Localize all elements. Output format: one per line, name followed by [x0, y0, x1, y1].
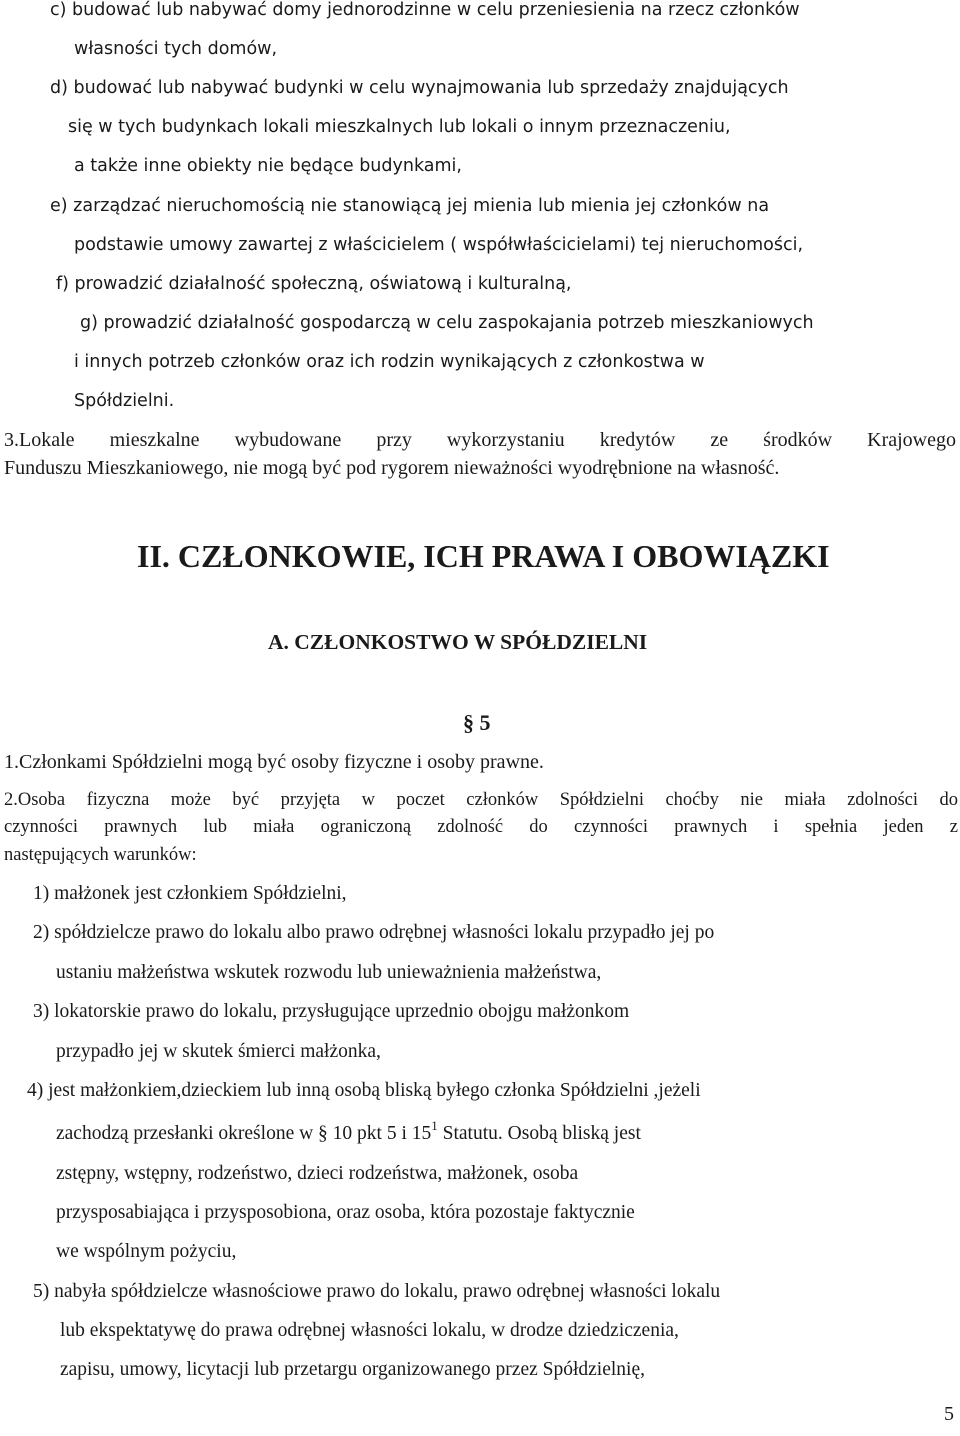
condition-3-line-2: przypadło jej w skutek śmierci małżonka,	[56, 1041, 381, 1062]
item-d-line-2: się w tych budynkach lokali mieszkalnych lub lokali o innym przeznaczeniu,	[68, 117, 731, 137]
chapter-heading: II. CZŁONKOWIE, ICH PRAWA I OBOWIĄZKI	[137, 538, 830, 574]
condition-5-line-2: lub ekspektatywę do prawa odrębnej własności lokalu, w drodze dziedziczenia,	[60, 1320, 679, 1341]
condition-5-line-1: 5) nabyła spółdzielcze własnościowe prawo do lokalu, prawo odrębnej własności lokalu	[33, 1281, 721, 1302]
footnote-superscript: 1	[431, 1118, 438, 1133]
paragraph-heading: § 5	[463, 710, 491, 735]
s5-point-2-line-3: następujących warunków:	[4, 845, 197, 865]
item-g-line-3: Spółdzielni.	[74, 391, 175, 411]
item-f-line-1: f) prowadzić działalność społeczną, oświatową i kulturalną,	[56, 274, 572, 294]
s5-point-1: 1.Członkami Spółdzielni mogą być osoby fizyczne i osoby prawne.	[4, 751, 544, 773]
section-heading: A. CZŁONKOSTWO W SPÓŁDZIELNI	[268, 630, 648, 654]
item-g-line-1: g) prowadzić działalność gospodarczą w celu zaspokajania potrzeb mieszkaniowych	[80, 313, 814, 333]
condition-4-line-1: 4) jest małżonkiem,dzieckiem lub inną osobą bliską byłego członka Spółdzielni ,jeżeli	[27, 1080, 701, 1101]
item-c-line-1: c) budować lub nabywać domy jednorodzinne w celu przeniesienia na rzecz członków	[50, 0, 800, 20]
condition-4-line-2-text: zachodzą przesłanki określone w § 10 pkt 5 i 15	[56, 1123, 432, 1144]
condition-4-line-5: we wspólnym pożyciu,	[56, 1241, 237, 1262]
s5-point-2-line-2: czynności prawnych lub miała ograniczoną zdolność do czynności prawnych i spełnia jeden z	[4, 817, 958, 837]
condition-2-line-1: 2) spółdzielcze prawo do lokalu albo prawo odrębnej własności lokalu przypadło jej po	[33, 922, 715, 943]
item-e-line-1: e) zarządzać nieruchomością nie stanowiącą jej mienia lub mienia jej członków na	[50, 196, 770, 216]
condition-3-line-1: 3) lokatorskie prawo do lokalu, przysługujące uprzednio obojgu małżonkom	[33, 1001, 630, 1022]
condition-4-line-2-rest: Statutu. Osobą bliską jest	[437, 1123, 641, 1144]
condition-4-line-2	[56, 1118, 641, 1145]
item-g-line-2: i innych potrzeb członków oraz ich rodzin wynikających z członkostwa w	[74, 352, 705, 372]
item-c-line-2: własności tych domów,	[74, 39, 278, 59]
condition-4-line-4: przysposabiająca i przysposobiona, oraz osoba, która pozostaje faktycznie	[56, 1202, 635, 1223]
page-number: 5	[944, 1403, 954, 1425]
point-3-line-2: Funduszu Mieszkaniowego, nie mogą być pod rygorem nieważności wyodrębnione na własność.	[4, 457, 780, 479]
item-d-line-1: d) budować lub nabywać budynki w celu wynajmowania lub sprzedaży znajdujących	[50, 78, 789, 98]
item-d-line-3: a także inne obiekty nie będące budynkami,	[74, 156, 462, 176]
condition-1: 1) małżonek jest członkiem Spółdzielni,	[33, 883, 347, 904]
condition-5-line-3: zapisu, umowy, licytacji lub przetargu organizowanego przez Spółdzielnię,	[60, 1359, 645, 1380]
condition-2-line-2: ustaniu małżeństwa wskutek rozwodu lub unieważnienia małżeństwa,	[56, 962, 602, 983]
item-e-line-2: podstawie umowy zawartej z właścicielem ( współwłaścicielami) tej nieruchomości,	[74, 235, 804, 255]
s5-point-2-line-1: 2.Osoba fizyczna może być przyjęta w poczet członków Spółdzielni choćby nie miała zdolności do	[4, 790, 958, 810]
condition-4-line-3: zstępny, wstępny, rodzeństwo, dzieci rodzeństwa, małżonek, osoba	[56, 1163, 579, 1184]
point-3-line-1: 3.Lokale mieszkalne wybudowane przy wykorzystaniu kredytów ze środków Krajowego	[4, 429, 956, 451]
